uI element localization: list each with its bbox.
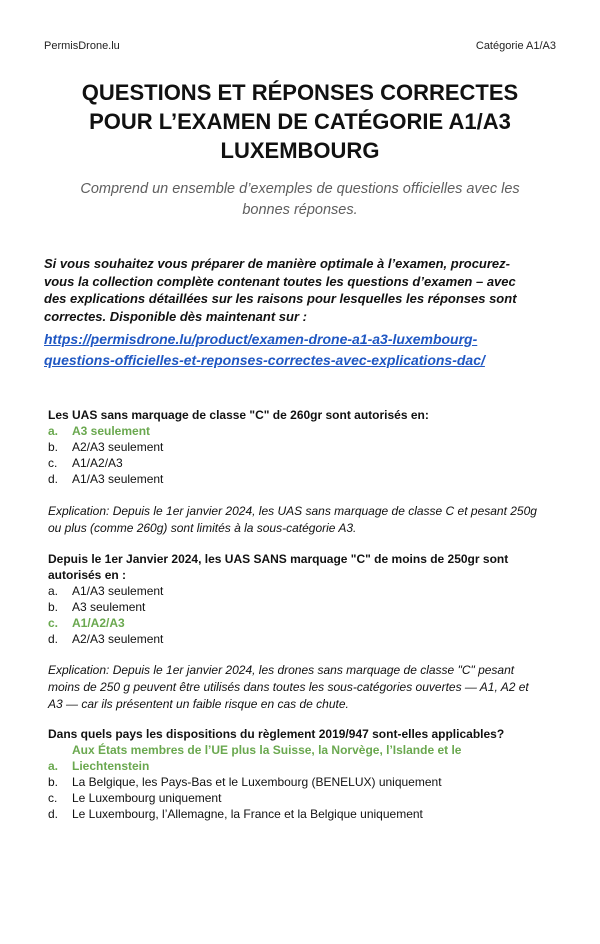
answer-option-c xyxy=(48,455,558,471)
answer-option-d xyxy=(48,471,558,487)
option-text: A1/A2/A3 xyxy=(72,456,123,470)
option-letter: b. xyxy=(48,775,59,789)
subtitle-line: Comprend un ensemble d’exemples de questions officielles avec les xyxy=(80,181,520,197)
option-letter: c. xyxy=(48,791,58,805)
option-text: Aux États membres de l’UE plus la Suisse, la Norvège, l’Islande et le xyxy=(72,743,462,757)
question-text: Les UAS sans marquage de classe "C" de 260gr sont autorisés en: xyxy=(48,408,429,422)
title-line: QUESTIONS ET RÉPONSES CORRECTES xyxy=(81,80,519,105)
option-letter: a. xyxy=(48,584,59,598)
answer-option-d xyxy=(48,806,558,822)
answer-option-b xyxy=(48,599,558,615)
subtitle xyxy=(50,179,550,221)
explanation-line: ou plus (comme 260g) sont limités à la sous-catégorie A3. xyxy=(48,521,357,535)
option-letter: b. xyxy=(48,440,59,454)
option-text: Le Luxembourg uniquement xyxy=(72,791,222,805)
title-line: POUR L’EXAMEN DE CATÉGORIE A1/A3 xyxy=(89,109,511,134)
option-text: Liechtenstein xyxy=(72,759,150,773)
answer-option-a xyxy=(48,583,558,599)
option-text: A3 seulement xyxy=(72,424,151,438)
option-text: A1/A3 seulement xyxy=(72,472,164,486)
answer-option-b xyxy=(48,439,558,455)
explanation-1 xyxy=(48,503,563,537)
option-text: La Belgique, les Pays-Bas et le Luxembourg (BENELUX) uniquement xyxy=(72,775,442,789)
option-text: A2/A3 seulement xyxy=(72,440,164,454)
option-text: A1/A3 seulement xyxy=(72,584,164,598)
answer-option-a xyxy=(48,742,558,774)
promo-line: vous la collection complète contenant toutes les questions d’examen – avec xyxy=(44,273,516,289)
option-text: A2/A3 seulement xyxy=(72,632,164,646)
question-2 xyxy=(48,551,558,647)
answer-option-c xyxy=(48,790,558,806)
option-letter: a. xyxy=(48,424,59,438)
explanation-line: moins de 250 g peuvent être utilisés dans toutes les sous-catégories ouvertes — A1, A2 et xyxy=(48,680,529,694)
question-3 xyxy=(48,726,558,822)
promo-line: Si vous souhaitez vous préparer de manière optimale à l’examen, procurez- xyxy=(44,256,510,271)
category-label: Catégorie A1/A3 xyxy=(475,40,556,52)
product-link[interactable] xyxy=(44,329,564,371)
promo-line: correctes. Disponible dès maintenant sur : xyxy=(44,308,307,324)
title-line: LUXEMBOURG xyxy=(220,138,380,163)
promo-text xyxy=(44,255,556,325)
answer-option-b xyxy=(48,774,558,790)
product-link-line[interactable]: https://permisdrone.lu/product/examen-drone-a1-a3-luxembourg- xyxy=(44,331,478,347)
explanation-line: Explication: Depuis le 1er janvier 2024, les drones sans marquage de classe "C" pesant xyxy=(48,663,515,677)
answer-option-a xyxy=(48,423,558,439)
promo-line: des explications détaillées sur les raisons pour lesquelles les réponses sont xyxy=(44,291,517,306)
option-letter: d. xyxy=(48,632,59,646)
option-letter: d. xyxy=(48,807,59,821)
option-letter: b. xyxy=(48,600,59,614)
site-name: PermisDrone.lu xyxy=(44,40,120,52)
option-letter: d. xyxy=(48,472,59,486)
option-letter: c. xyxy=(48,456,58,470)
answer-option-d xyxy=(48,631,558,647)
option-text: A1/A2/A3 xyxy=(72,616,125,630)
page-title xyxy=(40,78,560,165)
option-letter: a. xyxy=(48,759,59,773)
option-letter: c. xyxy=(48,616,59,630)
option-text: Le Luxembourg, l’Allemagne, la France et la Belgique uniquement xyxy=(72,807,423,821)
question-1 xyxy=(48,407,558,487)
explanation-2 xyxy=(48,662,563,713)
product-link-line[interactable]: questions-officielles-et-reponses-correctes-avec-explications-dac/ xyxy=(44,352,485,368)
explanation-line: A3 — car ils présentent un faible risque en cas de chute. xyxy=(48,697,349,711)
question-text: Depuis le 1er Janvier 2024, les UAS SANS marquage "C" de moins de 250gr sont xyxy=(48,552,509,566)
question-text: Dans quels pays les dispositions du règlement 2019/947 sont-elles applicables? xyxy=(48,727,505,741)
option-text: A3 seulement xyxy=(72,600,146,614)
question-text: autorisés en : xyxy=(48,568,127,582)
explanation-line: Explication: Depuis le 1er janvier 2024, les UAS sans marquage de classe C et pesant 250g xyxy=(48,504,537,518)
subtitle-line: bonnes réponses. xyxy=(242,202,358,218)
answer-option-c xyxy=(48,615,558,631)
